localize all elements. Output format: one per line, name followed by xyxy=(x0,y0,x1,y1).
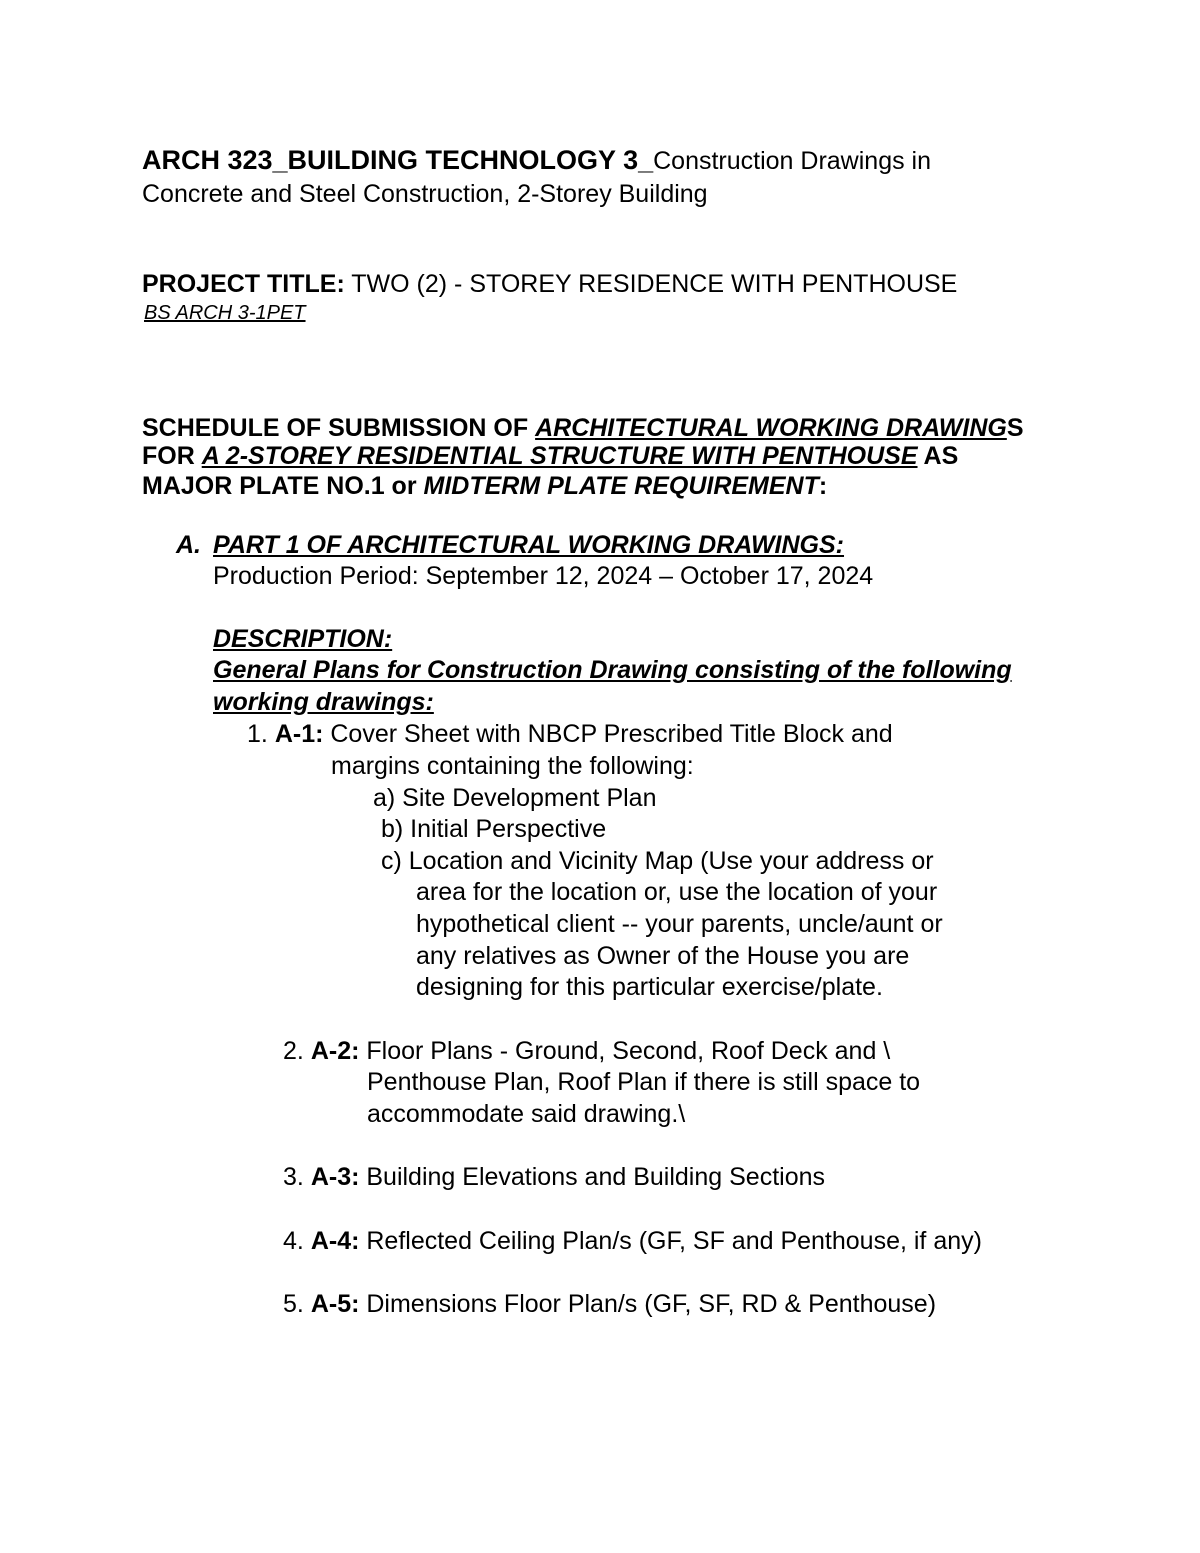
schedule-text: SCHEDULE OF SUBMISSION OF xyxy=(142,414,536,442)
schedule-text: MAJOR PLATE NO.1 or xyxy=(142,472,424,500)
section-code: BS ARCH 3-1PET xyxy=(144,302,306,324)
schedule-emphasis: ARCHITECTURAL WORKING DRAWING xyxy=(535,414,1007,442)
item-1-sub-a: a) Site Development Plan xyxy=(373,784,657,812)
sheet-code: A-3: xyxy=(310,1163,360,1191)
item-2-line2: Penthouse Plan, Roof Plan if there is still space to xyxy=(367,1068,921,1096)
sheet-code: A-1: xyxy=(274,720,324,748)
schedule-text: FOR xyxy=(142,442,202,470)
item-number: 1. xyxy=(247,720,268,748)
course-heading-line1 xyxy=(142,147,931,174)
item-1-sub-c-line3: hypothetical client -- your parents, uncle/aunt or xyxy=(416,910,943,938)
item-1-sub-b: b) Initial Perspective xyxy=(381,815,607,843)
sheet-code: A-2: xyxy=(310,1037,360,1065)
item-text: Reflected Ceiling Plan/s (GF, SF and Penthouse, if any) xyxy=(359,1227,982,1255)
schedule-heading-line2 xyxy=(142,444,958,469)
project-title-line xyxy=(142,272,957,297)
course-description: Construction Drawings in xyxy=(653,147,932,175)
schedule-text: : xyxy=(818,472,828,500)
course-heading-line2: Concrete and Steel Construction, 2-Storey Building xyxy=(142,180,708,208)
schedule-text: AS xyxy=(917,442,959,470)
item-number: 5. xyxy=(283,1290,304,1318)
description-line2: working drawings: xyxy=(213,688,434,716)
schedule-emphasis: MIDTERM PLATE REQUIREMENT xyxy=(423,472,819,500)
item-number: 2. xyxy=(283,1037,304,1065)
item-2-line3: accommodate said drawing.\ xyxy=(367,1100,686,1128)
part-a-title: PART 1 OF ARCHITECTURAL WORKING DRAWINGS: xyxy=(213,531,845,559)
item-number: 4. xyxy=(283,1227,304,1255)
sheet-code: A-4: xyxy=(310,1227,360,1255)
list-item-4 xyxy=(283,1229,982,1254)
list-item-1 xyxy=(247,722,893,747)
project-title: TWO (2) - STOREY RESIDENCE WITH PENTHOUSE xyxy=(344,270,958,298)
description-label: DESCRIPTION: xyxy=(213,625,393,653)
sheet-code: A-5: xyxy=(310,1290,360,1318)
item-text: Floor Plans - Ground, Second, Roof Deck and \ xyxy=(359,1037,891,1065)
item-1-line2: margins containing the following: xyxy=(331,752,694,780)
schedule-heading-line3 xyxy=(142,474,827,499)
list-item-5 xyxy=(283,1292,936,1317)
course-code: ARCH 323_BUILDING TECHNOLOGY 3_ xyxy=(142,145,654,175)
item-text: Building Elevations and Building Sections xyxy=(359,1163,825,1191)
item-number: 3. xyxy=(283,1163,304,1191)
schedule-emphasis: A 2-STOREY RESIDENTIAL STRUCTURE WITH PENTHOUSE xyxy=(201,442,918,470)
description-line1: General Plans for Construction Drawing consisting of the following xyxy=(213,656,1012,684)
item-text: Dimensions Floor Plan/s (GF, SF, RD & Penthouse) xyxy=(359,1290,937,1318)
item-1-sub-c-line4: any relatives as Owner of the House you are xyxy=(416,942,910,970)
part-a-letter: A. xyxy=(176,531,201,559)
item-1-sub-c-line5: designing for this particular exercise/plate. xyxy=(416,973,883,1001)
schedule-heading-line1 xyxy=(142,416,1024,441)
production-period: Production Period: September 12, 2024 – October 17, 2024 xyxy=(213,562,874,590)
project-title-label: PROJECT TITLE: xyxy=(142,270,345,298)
schedule-text: S xyxy=(1006,414,1024,442)
item-1-sub-c-line2: area for the location or, use the location of your xyxy=(416,878,938,906)
list-item-2 xyxy=(283,1039,890,1064)
item-1-sub-c-line1: c) Location and Vicinity Map (Use your address or xyxy=(381,847,934,875)
list-item-3 xyxy=(283,1165,825,1190)
item-text: Cover Sheet with NBCP Prescribed Title Block and xyxy=(323,720,893,748)
